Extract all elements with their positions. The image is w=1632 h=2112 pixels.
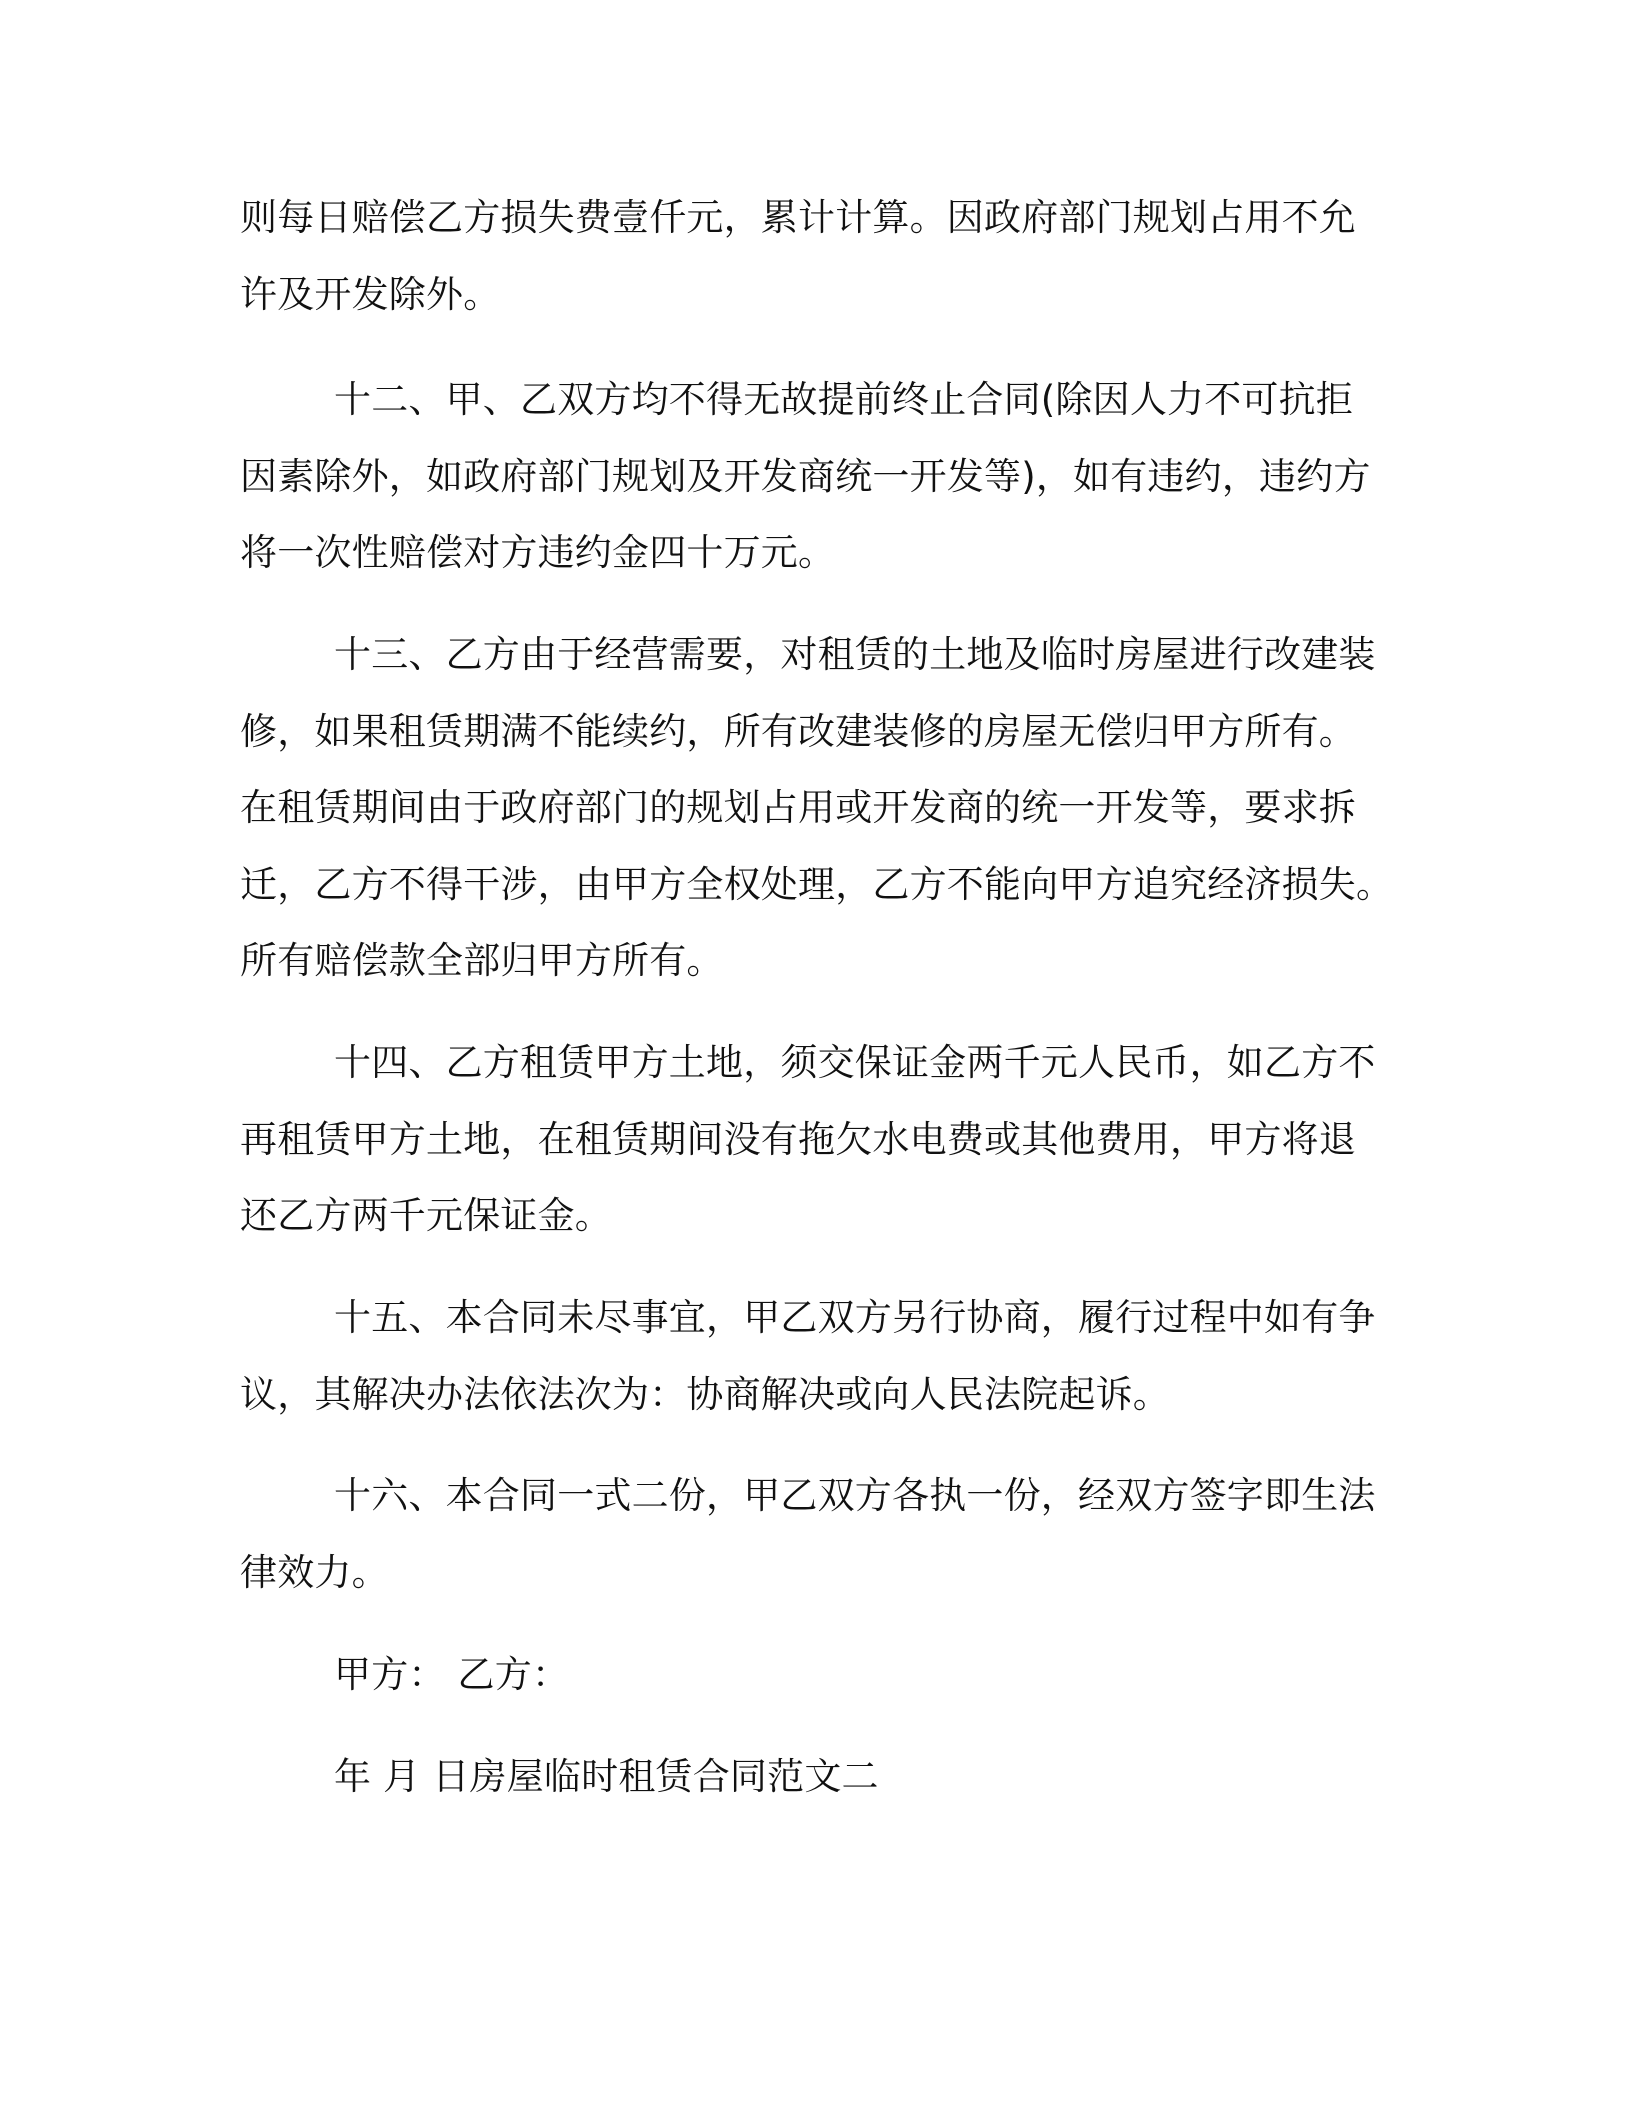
clause-12 bbox=[240, 362, 1390, 592]
text-line: 在租赁期间由于政府部门的规划占用或开发商的统一开发等，要求拆 bbox=[240, 786, 1356, 829]
text-line: 所有赔偿款全部归甲方所有。 bbox=[240, 939, 724, 982]
text-line: 议，其解决办法依法次为：协商解决或向人民法院起诉。 bbox=[240, 1372, 1170, 1416]
text-line: 再租赁甲方土地，在租赁期间没有拖欠水电费或其他费用，甲方将退 bbox=[240, 1117, 1356, 1161]
text-line: 年 月 日房屋临时租赁合同范文二 bbox=[334, 1755, 879, 1798]
text-line: 迁，乙方不得干涉，由甲方全权处理，乙方不能向甲方追究经济损失。 bbox=[240, 862, 1394, 906]
text-line: 则每日赔偿乙方损失费壹仟元，累计计算。因政府部门规划占用不允 bbox=[240, 196, 1356, 239]
text-line: 十五、本合同未尽事宜，甲乙双方另行协商，履行过程中如有争 bbox=[334, 1296, 1376, 1339]
text-line: 将一次性赔偿对方违约金四十万元。 bbox=[240, 531, 836, 574]
text-line: 因素除外，如政府部门规划及开发商统一开发等)，如有违约，违约方 bbox=[240, 454, 1371, 498]
text-line: 律效力。 bbox=[240, 1550, 389, 1594]
text-line: 十三、乙方由于经营需要，对租赁的土地及临时房屋进行改建装 bbox=[334, 633, 1376, 676]
text-line: 修，如果租赁期满不能续约，所有改建装修的房屋无偿归甲方所有。 bbox=[240, 709, 1356, 753]
text-line: 十二、甲、乙双方均不得无故提前终止合同(除因人力不可抗拒 bbox=[334, 378, 1354, 421]
date-line bbox=[240, 1739, 1390, 1816]
text-line: 许及开发除外。 bbox=[240, 272, 501, 316]
clause-16 bbox=[240, 1458, 1390, 1611]
text-line: 还乙方两千元保证金。 bbox=[240, 1194, 612, 1237]
paragraph-continued bbox=[240, 180, 1390, 333]
clause-13 bbox=[240, 617, 1394, 1000]
clause-14 bbox=[240, 1025, 1390, 1255]
text-line: 十四、乙方租赁甲方土地，须交保证金两千元人民币，如乙方不 bbox=[334, 1041, 1376, 1084]
text-line: 十六、本合同一式二份，甲乙双方各执一份，经双方签字即生法 bbox=[334, 1474, 1376, 1517]
signature-parties bbox=[240, 1637, 1390, 1714]
clause-15 bbox=[240, 1280, 1390, 1433]
text-line: 甲方： 乙方： bbox=[334, 1653, 570, 1696]
